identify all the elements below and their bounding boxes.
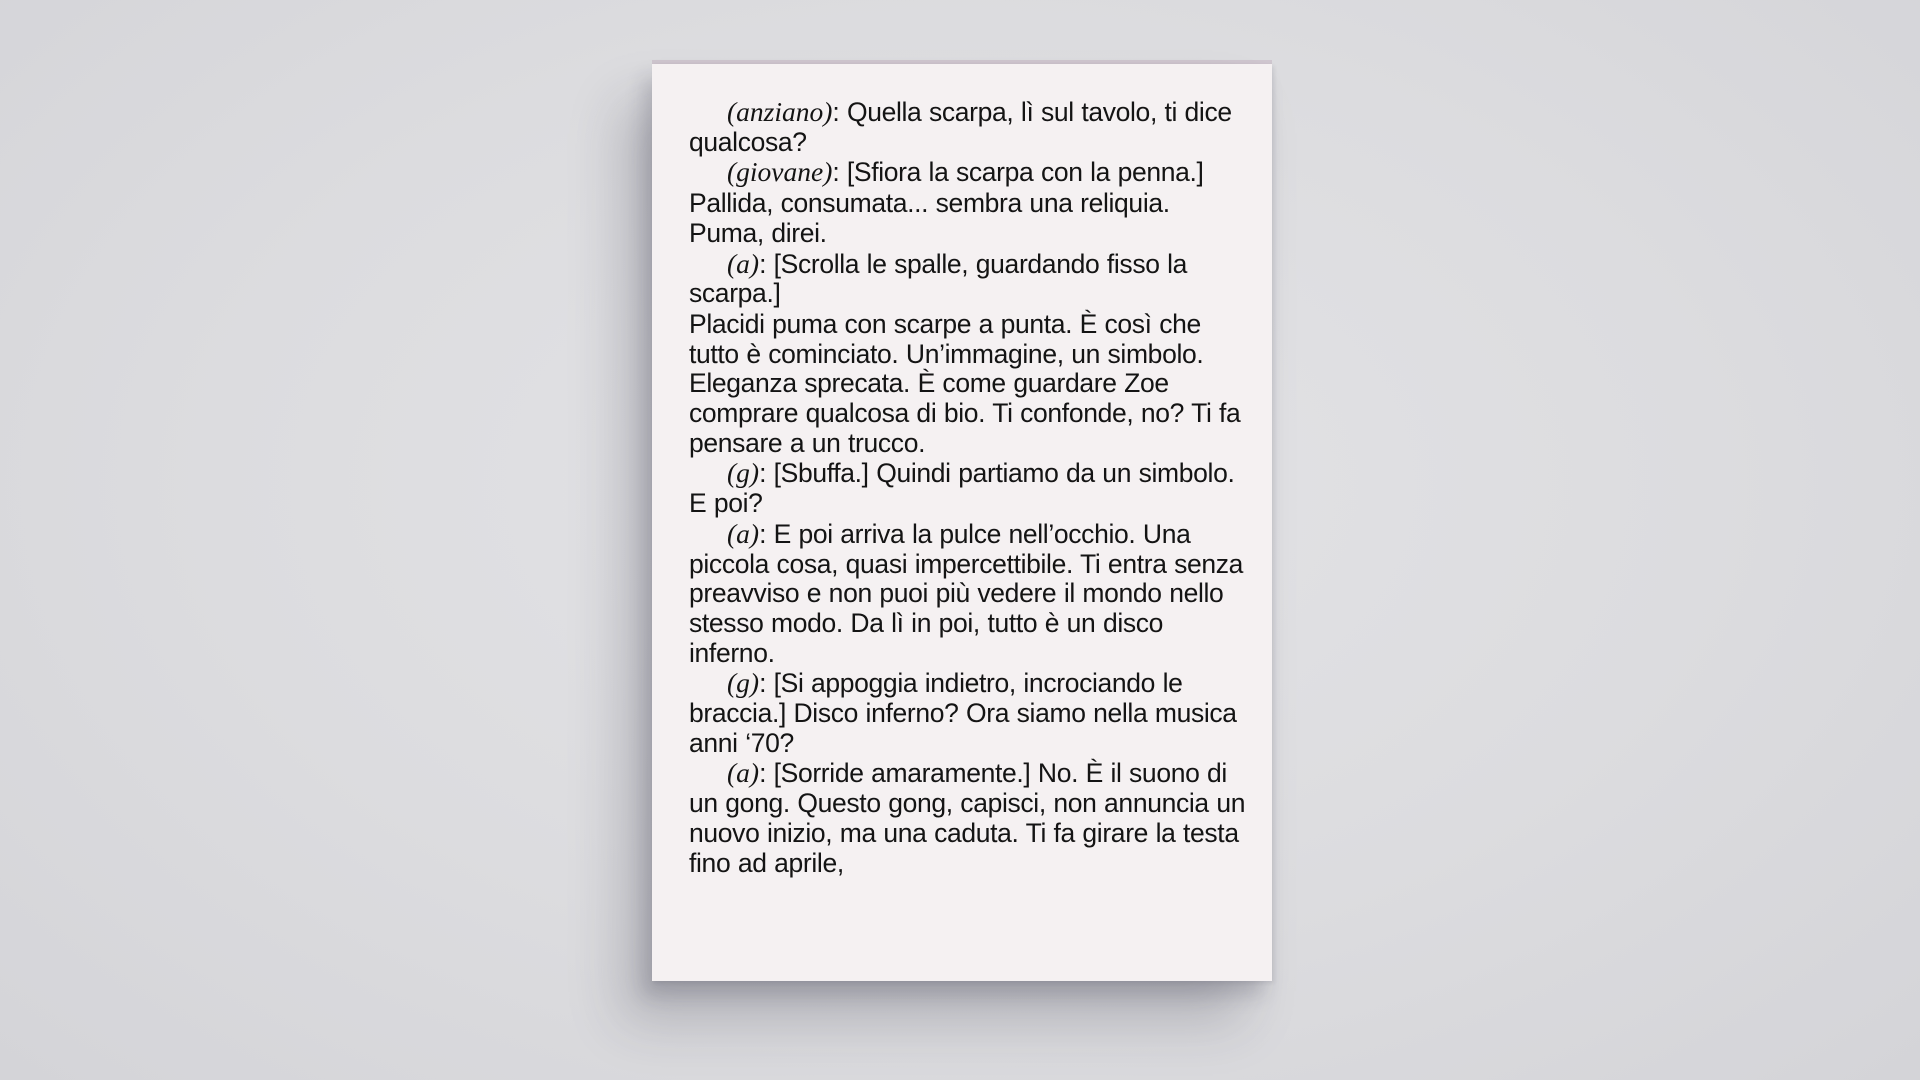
dialogue-paragraph: [689, 157, 1249, 188]
speaker-label: (g): [727, 457, 760, 489]
dialogue-text: [689, 97, 1249, 878]
speaker-label: (anziano): [727, 96, 833, 127]
speaker-label: (a): [727, 757, 760, 789]
paragraph-text: Pallida, consumata... sembra una reliquia. Puma, direi.: [689, 188, 1170, 248]
printed-page: [652, 64, 1272, 981]
dialogue-paragraph: [689, 758, 1249, 878]
speaker-label: (a): [727, 247, 760, 279]
dialogue-paragraph: [689, 458, 1249, 518]
paragraph-text: : [Scrolla le spalle, guardando fisso la scarpa.]: [689, 248, 1188, 309]
dialogue-paragraph: [689, 97, 1249, 157]
paragraph-text: Placidi puma con scarpe a punta. È così che tutto è cominciato. Un’immagine, un simbolo. Eleganza sprecata. È come guardare Zoe comprare qualcosa di bio. Ti confonde, no? Ti fa pensare a un trucco.: [689, 308, 1241, 458]
dialogue-paragraph: [689, 309, 1249, 459]
paragraph-text: : [Sbuffa.] Quindi partiamo da un simbolo. E poi?: [689, 458, 1235, 519]
dialogue-paragraph: [689, 668, 1249, 758]
paragraph-text: : [Sorride amaramente.] No. È il suono di un gong. Questo gong, capisci, non annuncia un nuovo inizio, ma una caduta. Ti fa girare la testa fino ad aprile,: [689, 758, 1246, 878]
dialogue-paragraph: [689, 519, 1249, 669]
paragraph-text: : Quella scarpa, lì sul tavolo, ti dice qualcosa?: [689, 97, 1232, 157]
speaker-label: (a): [727, 517, 760, 549]
dialogue-paragraph: [689, 188, 1249, 248]
speaker-label: (giovane): [727, 156, 833, 188]
paragraph-text: : [Sfiora la scarpa con la penna.]: [832, 157, 1204, 188]
speaker-label: (g): [727, 667, 760, 699]
paragraph-text: : E poi arriva la pulce nell’occhio. Una piccola cosa, quasi impercettibile. Ti entra senza preavviso e non puoi più vedere il mondo nello stesso modo. Da lì in poi, tutto è un disco inferno.: [689, 518, 1244, 668]
paragraph-text: : [Si appoggia indietro, incrociando le braccia.] Disco inferno? Ora siamo nella musica anni ‘70?: [689, 668, 1237, 758]
dialogue-paragraph: [689, 249, 1249, 309]
